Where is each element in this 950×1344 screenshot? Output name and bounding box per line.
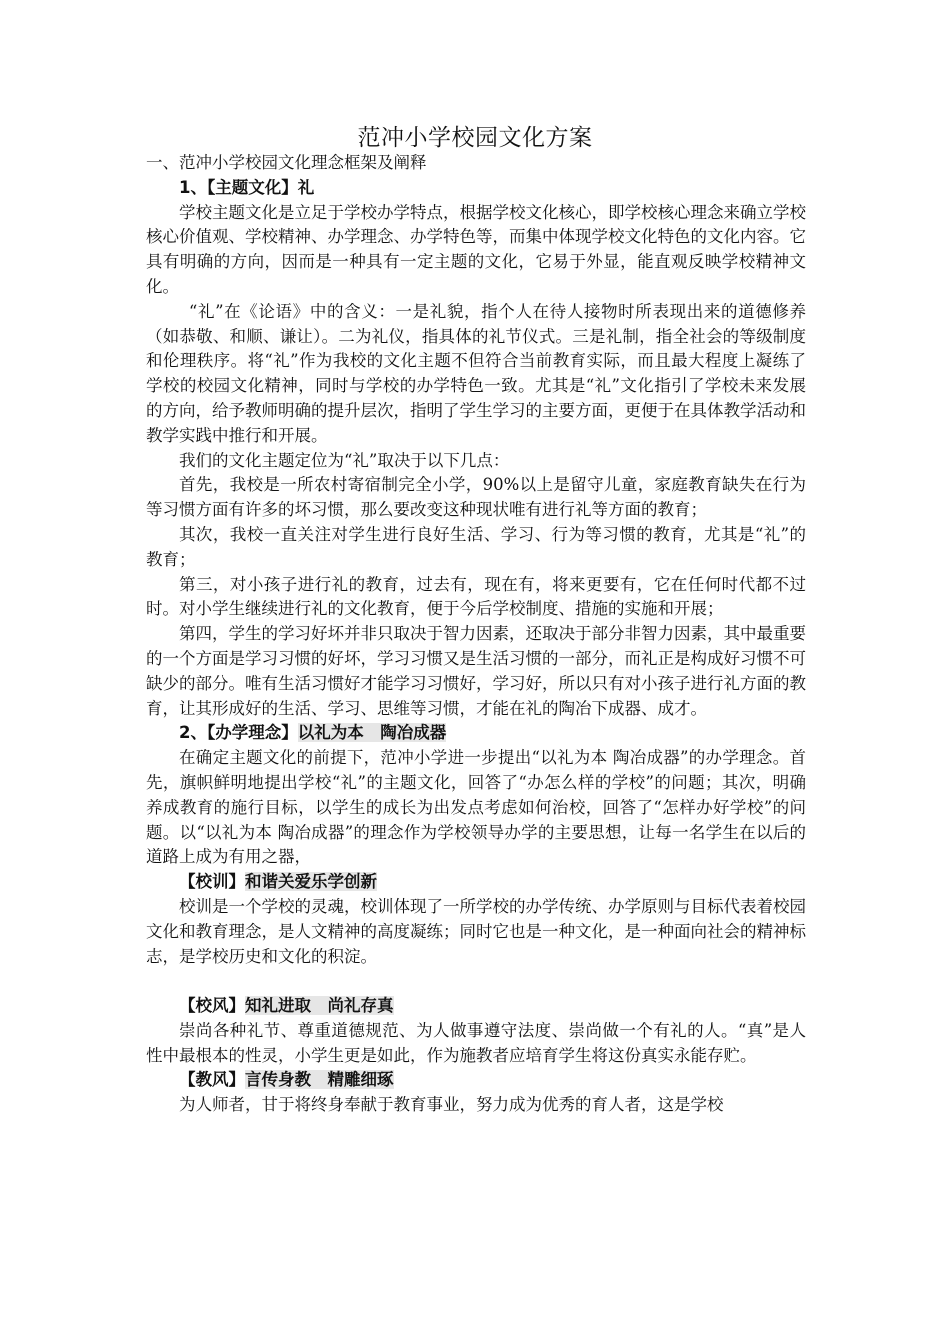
teaching-heading-value: 言传身教 精雕细琢 (245, 1070, 394, 1090)
theme-heading (146, 176, 806, 201)
paragraph: 为人师者，甘于将终身奉献于教育事业，努力成为优秀的育人者，这是学校 (179, 1095, 724, 1115)
motto-heading-label: 【校训】 (179, 872, 245, 892)
teaching-heading (146, 1068, 806, 1093)
philosophy-heading-label: 【办学理念】 (206, 723, 298, 743)
ethos-heading-value: 知礼进取 尚礼存真 (245, 996, 394, 1016)
paragraph: 第四，学生的学习好坏并非只取决于智力因素，还取决于部分非智力因素，其中最重要的一个方面是学习习惯的好坏，学习习惯又是生活习惯的一部分，而礼正是构成好习惯不可缺少的部分。唯有生活习惯好才能学习习惯好，学习好，所以只有对小孩子进行礼方面的教育，让其形成好的生活、学习、思维等习惯，才能在礼的陶冶下成器、成才。 (146, 624, 806, 718)
ethos-heading-label: 【校风】 (179, 996, 245, 1016)
paragraph: 其次，我校一直关注对学生进行良好生活、学习、行为等习惯的教育，尤其是“礼”的教育； (146, 524, 806, 569)
section-heading: 一、范冲小学校园文化理念框架及阐释 (146, 153, 427, 172)
paragraph: 在确定主题文化的前提下，范冲小学进一步提出“以礼为本 陶冶成器”的办学理念。首先，旗帜鲜明地提出学校“礼”的主题文化，回答了“办怎么样的学校”的问题；其次，明确养成教育的施行目标，以学生的成长为出发点考虑如何治校，回答了“怎样办好学校”的问题。以“以礼为本 陶冶成器”的理念作为学校领导办学的主要思想，让每一名学生在以后的道路上成为有用之器， (146, 748, 806, 867)
paragraph: 我们的文化主题定位为“礼”取决于以下几点： (179, 450, 510, 470)
paragraph: 校训是一个学校的灵魂，校训体现了一所学校的办学传统、办学原则与目标代表着校园文化和教育理念，是人文精神的高度凝练；同时它也是一种文化，是一种面向社会的精神标志，是学校历史和文化的积淀。 (146, 896, 806, 966)
philosophy-heading-number: 2、 (179, 723, 207, 743)
ethos-heading (146, 994, 806, 1019)
paragraph: 学校主题文化是立足于学校办学特点，根据学校文化核心，即学校核心理念来确立学校核心价值观、学校精神、办学理念、办学特色等，而集中体现学校文化特色的文化内容。它具有明确的方向，因而是一种具有一定主题的文化，它易于外显，能直观反映学校精神文化。 (146, 202, 806, 296)
motto-heading-value: 和谐关爱乐学创新 (245, 872, 377, 892)
paragraph: 首先，我校是一所农村寄宿制完全小学，90%以上是留守儿童，家庭教育缺失在行为等习惯方面有许多的坏习惯，那么要改变这种现状唯有进行礼等方面的教育； (146, 475, 806, 520)
theme-heading-label: 【主题文化】礼 (206, 177, 315, 197)
document-title: 范冲小学校园文化方案 (357, 125, 593, 151)
paragraph: 第三，对小孩子进行礼的教育，过去有，现在有，将来更要有，它在任何时代都不过时。对小学生继续进行礼的文化教育，便于今后学校制度、措施的实施和开展； (146, 574, 806, 619)
philosophy-heading-value: 以礼为本 陶冶成器 (297, 723, 447, 743)
theme-heading-number: 1、 (179, 177, 207, 197)
philosophy-heading (146, 721, 806, 746)
motto-heading (146, 870, 806, 895)
paragraph: “礼”在《论语》中的含义：一是礼貌，指个人在待人接物时所表现出来的道德修养（如恭敬、和顺、谦让）。二为礼仪，指具体的礼节仪式。三是礼制，指全社会的等级制度和伦理秩序。将“礼”作为我校的文化主题不但符合当前教育实际，而且最大程度上凝练了学校的校园文化精神，同时与学校的办学特色一致。尤其是“礼”文化指引了学校未来发展的方向，给予教师明确的提升层次，指明了学生学习的主要方面，更便于在具体教学活动和教学实践中推行和开展。 (146, 301, 806, 445)
document-body (146, 151, 806, 1118)
teaching-heading-label: 【教风】 (179, 1070, 245, 1090)
blank-line (146, 969, 806, 994)
paragraph: 崇尚各种礼节、尊重道德规范、为人做事遵守法度、崇尚做一个有礼的人。“真”是人性中最根本的性灵，小学生更是如此，作为施教者应培育学生将这份真实永能存贮。 (146, 1020, 806, 1065)
